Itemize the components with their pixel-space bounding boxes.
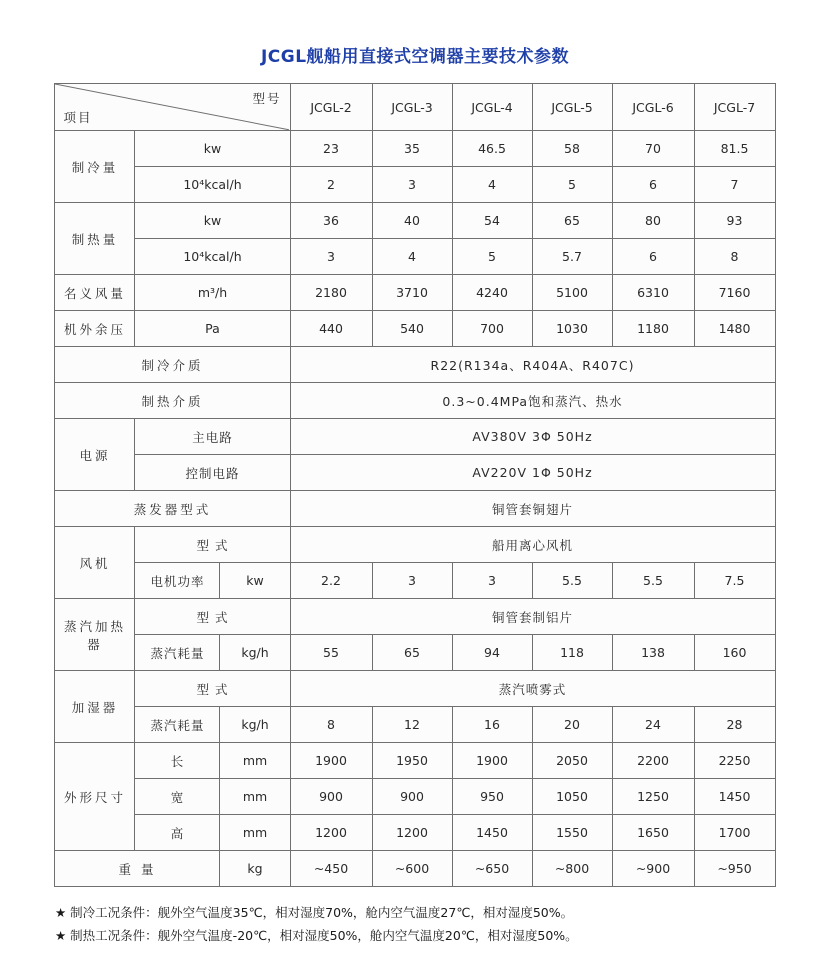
corner-header-cell xyxy=(55,84,290,131)
table-header-row xyxy=(55,84,775,131)
table-row xyxy=(55,167,775,203)
cell-value: ~800 xyxy=(532,851,612,887)
cell-value: 5100 xyxy=(532,275,612,311)
cell-value: 7.5 xyxy=(694,563,775,599)
cell-value: 20 xyxy=(532,707,612,743)
row-sub-length: 长 xyxy=(135,743,220,779)
cell-value: 4 xyxy=(452,167,532,203)
cell-value: 1180 xyxy=(612,311,694,347)
row-unit-motor-power: kw xyxy=(220,563,290,599)
cell-value: 93 xyxy=(694,203,775,239)
model-header-5: JCGL-6 xyxy=(612,84,694,131)
cell-value: 46.5 xyxy=(452,131,532,167)
table-row xyxy=(55,851,775,887)
cell-value: 950 xyxy=(452,779,532,815)
cell-value: 94 xyxy=(452,635,532,671)
cell-value: 7160 xyxy=(694,275,775,311)
cell-value: 1950 xyxy=(372,743,452,779)
table-row xyxy=(55,203,775,239)
cell-value: 3 xyxy=(452,563,532,599)
cell-value: 55 xyxy=(290,635,372,671)
row-label-weight: 重 量 xyxy=(55,851,220,887)
row-group-cooling-capacity: 制冷量 xyxy=(55,131,135,203)
cell-value: ~650 xyxy=(452,851,532,887)
table-row xyxy=(55,275,775,311)
table-row xyxy=(55,815,775,851)
cell-value: 4 xyxy=(372,239,452,275)
cell-value: 1550 xyxy=(532,815,612,851)
cell-value: 160 xyxy=(694,635,775,671)
cell-value: 2.2 xyxy=(290,563,372,599)
table-row xyxy=(55,131,775,167)
table-row xyxy=(55,527,775,563)
cell-value: 900 xyxy=(290,779,372,815)
row-value-main-circuit: AV380V 3Φ 50Hz xyxy=(290,419,775,455)
row-sub-humidifier-consumption: 蒸汽耗量 xyxy=(135,707,220,743)
row-value-humidifier-type: 蒸汽喷雾式 xyxy=(290,671,775,707)
row-unit-width: mm xyxy=(220,779,290,815)
row-value-steam-heater-type: 铜管套制铝片 xyxy=(290,599,775,635)
table-row xyxy=(55,707,775,743)
model-header-3: JCGL-4 xyxy=(452,84,532,131)
row-group-dimensions: 外形尺寸 xyxy=(55,743,135,851)
cell-value: 3 xyxy=(372,563,452,599)
cell-value: 1900 xyxy=(290,743,372,779)
cell-value: 1480 xyxy=(694,311,775,347)
row-unit-cooling-kw: kw xyxy=(135,131,290,167)
cell-value: 2180 xyxy=(290,275,372,311)
cell-value: 5 xyxy=(452,239,532,275)
row-group-humidifier: 加湿器 xyxy=(55,671,135,743)
model-header-6: JCGL-7 xyxy=(694,84,775,131)
cell-value: 8 xyxy=(694,239,775,275)
cell-value: 28 xyxy=(694,707,775,743)
cell-value: 1200 xyxy=(372,815,452,851)
cell-value: 1650 xyxy=(612,815,694,851)
row-group-power-supply: 电源 xyxy=(55,419,135,491)
table-row xyxy=(55,239,775,275)
row-label-heating-medium: 制热介质 xyxy=(55,383,290,419)
cell-value: 1450 xyxy=(452,815,532,851)
cell-value: 8 xyxy=(290,707,372,743)
cell-value: 80 xyxy=(612,203,694,239)
row-sub-motor-power: 电机功率 xyxy=(135,563,220,599)
table-row xyxy=(55,563,775,599)
cell-value: ~600 xyxy=(372,851,452,887)
corner-model-label: 型号 xyxy=(252,91,282,106)
row-group-heating-capacity: 制热量 xyxy=(55,203,135,275)
cell-value: ~950 xyxy=(694,851,775,887)
model-header-2: JCGL-3 xyxy=(372,84,452,131)
cell-value: 70 xyxy=(612,131,694,167)
cell-value: 23 xyxy=(290,131,372,167)
row-sub-control-circuit: 控制电路 xyxy=(135,455,290,491)
row-value-control-circuit: AV220V 1Φ 50Hz xyxy=(290,455,775,491)
cell-value: 1200 xyxy=(290,815,372,851)
row-label-evaporator-type: 蒸发器型式 xyxy=(55,491,290,527)
cell-value: 5.5 xyxy=(612,563,694,599)
row-unit-heating-kw: kw xyxy=(135,203,290,239)
table-row xyxy=(55,599,775,635)
table-row xyxy=(55,743,775,779)
row-group-nominal-airflow: 名义风量 xyxy=(55,275,135,311)
cell-value: 2050 xyxy=(532,743,612,779)
row-unit-heating-kcal: 10⁴kcal/h xyxy=(135,239,290,275)
row-sub-height: 高 xyxy=(135,815,220,851)
table-row xyxy=(55,347,775,383)
cell-value: 118 xyxy=(532,635,612,671)
cell-value: 2250 xyxy=(694,743,775,779)
cell-value: 1050 xyxy=(532,779,612,815)
row-sub-humidifier-type: 型 式 xyxy=(135,671,290,707)
cell-value: 16 xyxy=(452,707,532,743)
row-group-steam-heater: 蒸汽加热器 xyxy=(55,599,135,671)
cell-value: 900 xyxy=(372,779,452,815)
cell-value: 54 xyxy=(452,203,532,239)
row-unit-height: mm xyxy=(220,815,290,851)
cell-value: 58 xyxy=(532,131,612,167)
cell-value: 1250 xyxy=(612,779,694,815)
row-group-external-pressure: 机外余压 xyxy=(55,311,135,347)
cell-value: 65 xyxy=(532,203,612,239)
table-row xyxy=(55,671,775,707)
model-header-4: JCGL-5 xyxy=(532,84,612,131)
cell-value: 1900 xyxy=(452,743,532,779)
table-row xyxy=(55,491,775,527)
row-unit-pressure: Pa xyxy=(135,311,290,347)
cell-value: 3 xyxy=(372,167,452,203)
cell-value: 5.7 xyxy=(532,239,612,275)
row-unit-airflow: m³/h xyxy=(135,275,290,311)
cell-value: 24 xyxy=(612,707,694,743)
cell-value: 3710 xyxy=(372,275,452,311)
cell-value: 6310 xyxy=(612,275,694,311)
cell-value: 700 xyxy=(452,311,532,347)
cell-value: 2200 xyxy=(612,743,694,779)
cell-value: 1450 xyxy=(694,779,775,815)
row-unit-length: mm xyxy=(220,743,290,779)
cell-value: 6 xyxy=(612,239,694,275)
cell-value: 81.5 xyxy=(694,131,775,167)
footnote-heating-conditions: ★ 制热工况条件：舰外空气温度-20℃，相对湿度50%，舱内空气温度20℃，相对湿度50%。 xyxy=(55,928,578,944)
cell-value: 540 xyxy=(372,311,452,347)
table-row xyxy=(55,455,775,491)
cell-value: ~450 xyxy=(290,851,372,887)
cell-value: 7 xyxy=(694,167,775,203)
table-row xyxy=(55,635,775,671)
model-header-1: JCGL-2 xyxy=(290,84,372,131)
cell-value: 440 xyxy=(290,311,372,347)
cell-value: 5.5 xyxy=(532,563,612,599)
cell-value: 4240 xyxy=(452,275,532,311)
row-sub-width: 宽 xyxy=(135,779,220,815)
cell-value: 2 xyxy=(290,167,372,203)
cell-value: 138 xyxy=(612,635,694,671)
row-sub-steam-heater-type: 型 式 xyxy=(135,599,290,635)
row-unit-cooling-kcal: 10⁴kcal/h xyxy=(135,167,290,203)
cell-value: 35 xyxy=(372,131,452,167)
table-row xyxy=(55,383,775,419)
table-row xyxy=(55,311,775,347)
row-unit-humidifier-consumption: kg/h xyxy=(220,707,290,743)
table-row xyxy=(55,779,775,815)
row-sub-main-circuit: 主电路 xyxy=(135,419,290,455)
corner-item-label: 项目 xyxy=(63,110,93,125)
row-group-fan: 风机 xyxy=(55,527,135,599)
row-value-refrigerant: R22(R134a、R404A、R407C) xyxy=(290,347,775,383)
cell-value: 1700 xyxy=(694,815,775,851)
cell-value: 12 xyxy=(372,707,452,743)
cell-value: 3 xyxy=(290,239,372,275)
spec-table xyxy=(54,83,775,887)
row-label-refrigerant: 制冷介质 xyxy=(55,347,290,383)
page-title: JCGL舰船用直接式空调器主要技术参数 xyxy=(260,47,570,67)
table-row xyxy=(55,419,775,455)
row-value-evaporator-type: 铜管套铜翅片 xyxy=(290,491,775,527)
footnote-cooling-conditions: ★ 制冷工况条件：舰外空气温度35℃，相对湿度70%，舱内空气温度27℃，相对湿度50%。 xyxy=(55,905,574,920)
row-sub-fan-type: 型 式 xyxy=(135,527,290,563)
cell-value: 65 xyxy=(372,635,452,671)
cell-value: ~900 xyxy=(612,851,694,887)
cell-value: 1030 xyxy=(532,311,612,347)
row-unit-weight: kg xyxy=(220,851,290,887)
cell-value: 6 xyxy=(612,167,694,203)
footnotes xyxy=(55,901,775,947)
cell-value: 36 xyxy=(290,203,372,239)
cell-value: 5 xyxy=(532,167,612,203)
row-value-heating-medium: 0.3~0.4MPa饱和蒸汽、热水 xyxy=(290,383,775,419)
row-unit-steam-consumption: kg/h xyxy=(220,635,290,671)
cell-value: 40 xyxy=(372,203,452,239)
row-sub-steam-consumption: 蒸汽耗量 xyxy=(135,635,220,671)
row-value-fan-type: 船用离心风机 xyxy=(290,527,775,563)
